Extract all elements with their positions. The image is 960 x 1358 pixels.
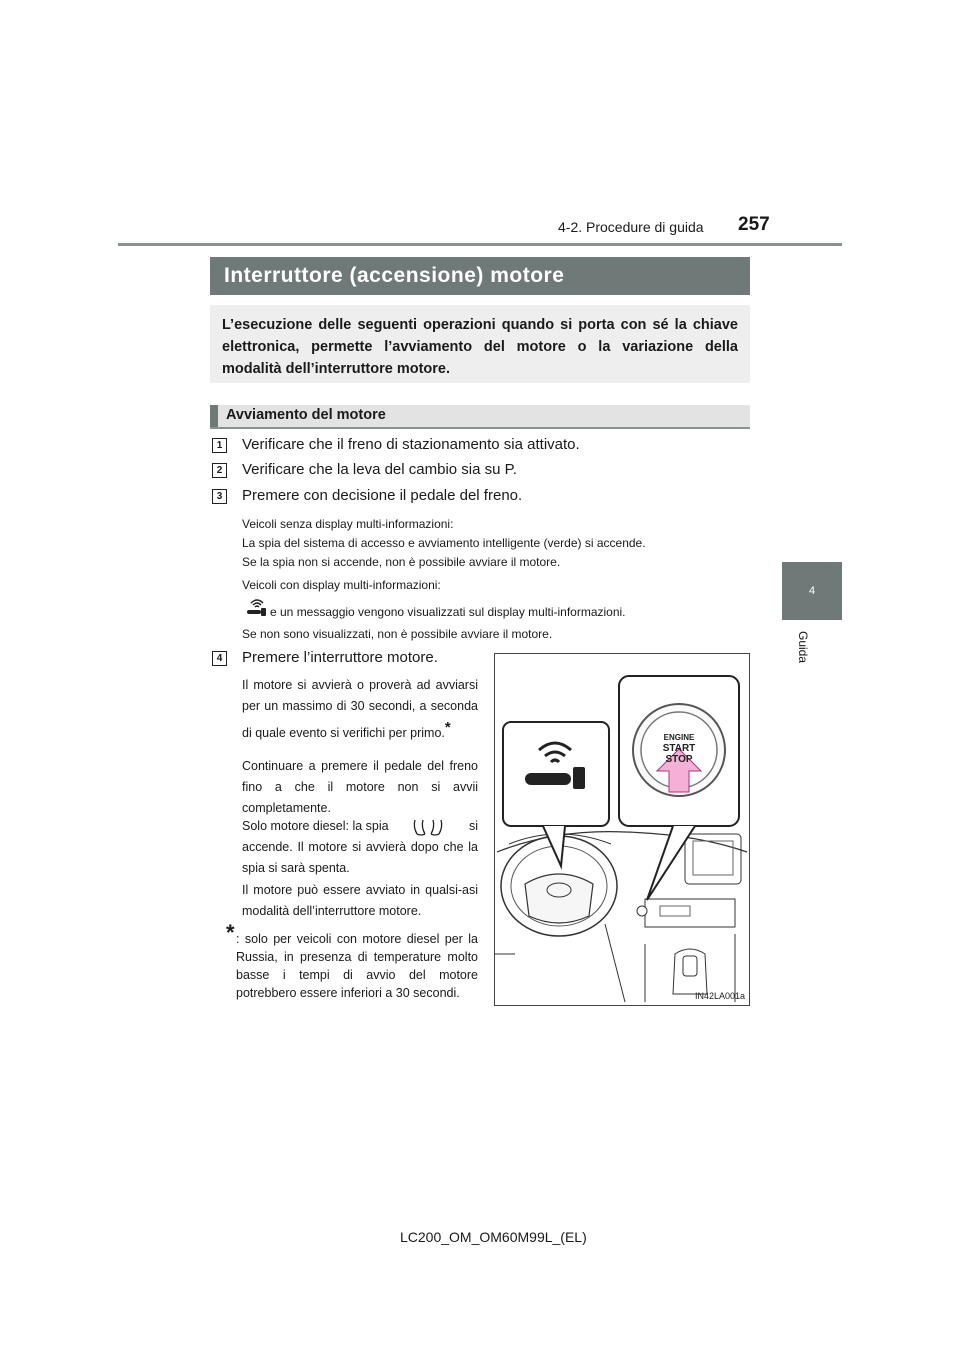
footnote	[226, 920, 478, 1002]
glow-plug-icon	[411, 818, 447, 836]
step4-paragraph-2: Continuare a premere il pedale del freno fino a che il motore non si avvii completamente.	[242, 759, 478, 815]
button-label-engine: ENGINE	[663, 733, 695, 742]
gear-lever	[683, 956, 697, 976]
climate-display	[660, 906, 690, 916]
step-number-4: 4	[212, 651, 227, 666]
steering-hub	[525, 874, 593, 923]
step-text-1: Verificare che il freno di stazionamento sia attivato.	[242, 436, 580, 453]
step-number-1: 1	[212, 438, 227, 453]
engine-button-small	[637, 906, 647, 916]
dashboard-edge	[497, 832, 747, 852]
step-text-3: Premere con decisione il pedale del freno.	[242, 487, 523, 504]
page-number: 257	[738, 214, 770, 235]
step-number-3: 3	[212, 489, 227, 504]
note-line: Se non sono visualizzati, non è possibile avviare il motore.	[242, 627, 553, 641]
key-icon-shaft	[525, 773, 571, 785]
intro-box: L’esecuzione delle seguenti operazioni quando si porta con sé la chiave elettronica, permette l’avviamento del motore o la variazione della modalità dell’interruttore motore.	[210, 305, 750, 383]
dashboard-illustration	[494, 653, 750, 1006]
section-reference: 4-2. Procedure di guida	[558, 219, 704, 235]
button-label-start: START	[662, 743, 696, 754]
note-line: Veicoli con display multi-informazioni:	[242, 578, 441, 592]
paragraph-rest: accende. Il motore si avvierà dopo che la spia si sarà spenta.	[242, 840, 478, 875]
step4-paragraph-3	[242, 816, 478, 879]
key-icon-head	[573, 767, 585, 789]
subheading-text: Avviamento del motore	[226, 407, 386, 423]
step-number-2: 2	[212, 463, 227, 478]
footnote-marker: *	[226, 920, 235, 945]
subheading-bar	[210, 405, 750, 429]
note-line: Veicoli senza display multi-informazioni:	[242, 517, 454, 531]
document-code: LC200_OM_OM60M99L_(EL)	[400, 1229, 587, 1245]
step4-paragraph-4: Il motore può essere avviato in qualsi-asi modalità dell’interruttore motore.	[242, 883, 478, 918]
footnote-reference: *	[444, 719, 451, 736]
key-indicator-icon	[244, 598, 268, 618]
step-text-4: Premere l’interruttore motore.	[242, 649, 438, 666]
page-title: Interruttore (accensione) motore	[210, 257, 750, 295]
subheading-marker	[210, 405, 218, 427]
chapter-label: Guida	[796, 631, 810, 664]
footnote-text: : solo per veicoli con motore diesel per la Russia, in presenza di temperature molto basse i tempi di avvio del motore potrebbero essere inferiori a 30 secondi.	[236, 932, 478, 1000]
paragraph-text: si	[468, 819, 478, 833]
button-label-stop: STOP	[665, 754, 693, 765]
note-line: La spia del sistema di accesso e avviamento intelligente (verde) si accende.	[242, 536, 646, 550]
callout-button-pointer	[647, 826, 695, 900]
paragraph-text: Solo motore diesel: la spia	[242, 819, 389, 833]
dashboard-drawing	[495, 654, 749, 1005]
figure-code: IN42LA001a	[694, 991, 745, 1001]
step4-paragraph-1	[242, 675, 478, 744]
chapter-tab[interactable]: 4	[782, 562, 842, 620]
note-line: e un messaggio vengono visualizzati sul display multi-informazioni.	[270, 605, 626, 619]
note-line: Se la spia non si accende, non è possibile avviare il motore.	[242, 555, 561, 569]
paragraph-text: Il motore si avvierà o proverà ad avviarsi per un massimo di 30 secondi, a seconda di quale evento si verifichi per primo.	[242, 678, 478, 741]
callout-indicator-pointer	[543, 826, 565, 866]
step-text-2: Verificare che la leva del cambio sia su P.	[242, 461, 517, 478]
header-divider	[118, 243, 842, 246]
paragraph-first-line	[242, 816, 478, 837]
